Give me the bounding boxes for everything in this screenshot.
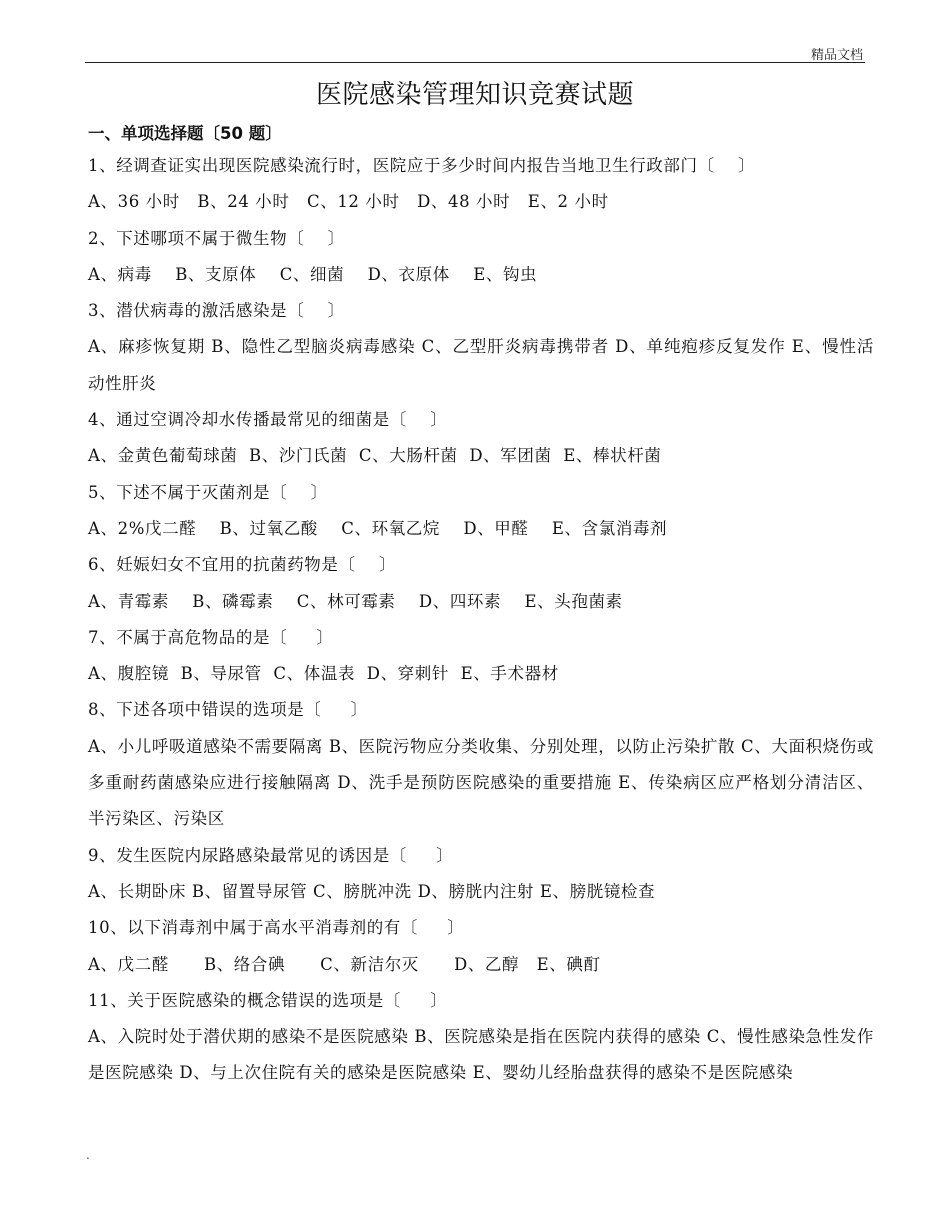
question-options: A、36 小时 B、24 小时 C、12 小时 D、48 小时 E、2 小时 [88, 192, 609, 212]
question-text: 9、发生医院内尿路感染最常见的诱因是〔 〕 [88, 845, 454, 865]
question-text: 1、经调查证实出现医院感染流行时，医院应于多少时间内报告当地卫生行政部门〔 〕 [88, 156, 756, 175]
document-title: 医院感染管理知识竞赛试题 [315, 80, 634, 110]
question-text: 5、下述不属于灭菌剂是〔 〕 [88, 482, 328, 502]
question-text: 7、不属于高危物品的是〔 〕 [88, 627, 334, 647]
question-text: 10、以下消毒剂中属于高水平消毒剂的有〔 〕 [88, 918, 465, 938]
question-text: 3、潜伏病毒的激活感染是〔 〕 [88, 301, 345, 321]
footer-mark: . [86, 1148, 90, 1162]
question-options: A、青霉素 B、磷霉素 C、林可霉素 D、四环素 E、头孢菌素 [88, 591, 623, 611]
question-list [88, 148, 874, 1092]
question-text: 11、关于医院感染的概念错误的选项是〔 〕 [88, 990, 448, 1010]
question-options: A、金黄色葡萄球菌 B、沙门氏菌 C、大肠杆菌 D、军团菌 E、棒状杆菌 [88, 446, 662, 466]
question-options: A、麻疹恢复期 B、隐性乙型脑炎病毒感染 C、乙型肝炎病毒携带者 D、单纯疱疹反复发作 E、慢性活动性肝炎 [88, 337, 874, 393]
question-options: A、入院时处于潜伏期的感染不是医院感染 B、医院感染是指在医院内获得的感染 C、慢性感染急性发作是医院感染 D、与上次住院有关的感染是医院感染 E、婴幼儿经胎盘获得的感染不是医院感染 [88, 1027, 874, 1083]
question-options: A、长期卧床 B、留置导尿管 C、膀胱冲洗 D、膀胱内注射 E、膀胱镜检查 [88, 881, 656, 901]
question-options: A、腹腔镜 B、导尿管 C、体温表 D、穿刺针 E、手术器材 [88, 664, 559, 684]
page-header-label: 精品文档 [810, 48, 863, 63]
header-divider [85, 62, 865, 63]
section-heading: 一、单项选择题〔50 题〕 [88, 124, 282, 143]
question-options: A、戊二醛 B、络合碘 C、新洁尔灭 D、乙醇 E、碘酊 [88, 954, 601, 974]
question-text: 4、通过空调冷却水传播最常见的细菌是〔 〕 [88, 410, 448, 430]
question-options: A、病毒 B、支原体 C、细菌 D、衣原体 E、钩虫 [88, 264, 538, 284]
question-text: 2、下述哪项不属于微生物〔 〕 [88, 228, 345, 248]
question-options: A、小儿呼吸道感染不需要隔离 B、医院污物应分类收集、分别处理，以防止污染扩散 C、大面积烧伤或多重耐药菌感染应进行接触隔离 D、洗手是预防医院感染的重要措施 E、传染病区应严格划分清洁区、半污染区、污染区 [88, 736, 874, 829]
question-text: 6、妊娠妇女不宜用的抗菌药物是〔 〕 [88, 555, 397, 575]
question-text: 8、下述各项中错误的选项是〔 〕 [88, 700, 368, 720]
question-options: A、2%戊二醛 B、过氧乙酸 C、环氧乙烷 D、甲醛 E、含氯消毒剂 [88, 518, 668, 538]
